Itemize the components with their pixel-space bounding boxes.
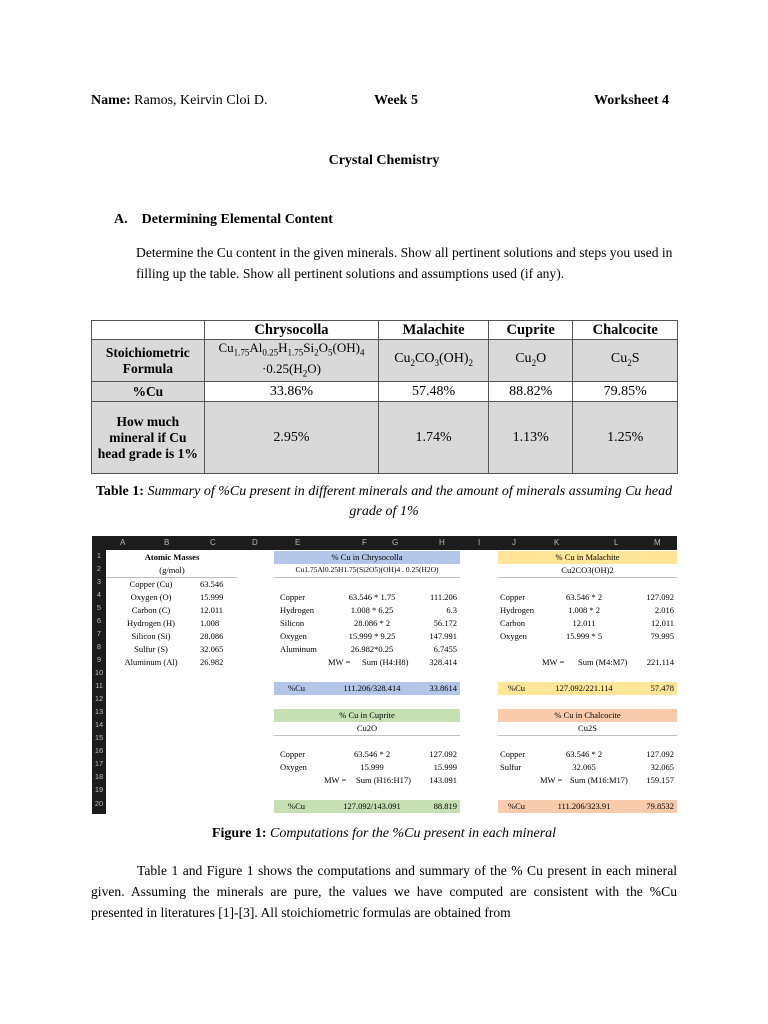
atomic-mass: 32.065 [200, 644, 224, 654]
row-header-percent-cu: %Cu [92, 382, 205, 402]
row-number: 6 [96, 616, 102, 625]
malachite-cu-value: 57.478 [650, 683, 674, 693]
malachite-mw-value: 221.114 [646, 657, 674, 667]
head-grade-chalcocite: 1.25% [573, 402, 678, 474]
malachite-cu-label: %Cu [508, 683, 525, 693]
chrysocolla-title: % Cu in Chrysocolla [331, 552, 403, 562]
atomic-mass: 15.999 [200, 592, 224, 602]
row-number: 15 [94, 733, 104, 742]
chrysocolla-cu-expr: 111.206/328.414 [343, 683, 401, 693]
row-number: 13 [94, 707, 104, 716]
chrysocolla-value: 111.206 [430, 592, 457, 602]
head-grade-cuprite: 1.13% [488, 402, 573, 474]
closing-paragraph-text: Table 1 and Figure 1 shows the computations and summary of the % Cu present in each mineral given. Assuming the minerals are pure, the values we have computed are consistent with the %Cu presented in literatures [1]-[3]. All stoichiometric formulas are obtained from [91, 863, 677, 920]
formula-malachite: $Cu_2CO_3(OH)_2$ [379, 340, 489, 382]
malachite-mw-label: MW = [542, 657, 565, 667]
chalcocite-expr: 63.546 * 2 [565, 749, 603, 759]
atomic-unit: (g/mol) [159, 565, 185, 575]
atomic-mass: 28.086 [200, 631, 224, 641]
malachite-value: 79.995 [650, 631, 674, 641]
atomic-element: Sulfur (S) [134, 644, 168, 654]
page-title: Crystal Chemistry [328, 153, 440, 168]
cuprite-element: Oxygen [280, 762, 307, 772]
spreadsheet-figure [92, 536, 677, 814]
chalcocite-divider [498, 735, 677, 736]
malachite-expr: 15.999 * 5 [565, 631, 603, 641]
chalcocite-value: 127.092 [646, 749, 674, 759]
col-letter-i: I [478, 538, 481, 547]
percent-cu-chrysocolla: 33.86% [204, 382, 379, 402]
closing-paragraph [91, 860, 677, 923]
col-letter-g: G [392, 538, 399, 547]
chrysocolla-expr: 15.999 * 9.25 [348, 631, 396, 641]
atomic-element: Aluminum (Al) [124, 657, 178, 667]
chalcocite-mw-value: 159.157 [646, 775, 674, 785]
row-number: 3 [96, 577, 102, 586]
chrysocolla-element: Copper [280, 592, 306, 602]
row-number: 19 [94, 785, 104, 794]
chrysocolla-expr: 26.982*0.25 [350, 644, 394, 654]
malachite-element: Hydrogen [500, 605, 534, 615]
col-letter-a: A [120, 538, 126, 547]
col-letter-h: H [439, 538, 445, 547]
malachite-expr: 12.011 [572, 618, 596, 628]
table-caption [92, 482, 676, 522]
worksheet-label: Worksheet 4 [594, 93, 670, 108]
chrysocolla-value: 147.991 [429, 631, 457, 641]
malachite-value: 2.016 [654, 605, 674, 615]
col-header-chalcocite: Chalcocite [573, 321, 678, 340]
chrysocolla-element: Silicon [280, 618, 305, 628]
student-name [91, 93, 268, 109]
cuprite-mw-label: MW = [324, 775, 347, 785]
col-letter-d: D [252, 538, 258, 547]
cuprite-value: 127.092 [429, 749, 457, 759]
name-value: Ramos, Keirvin Cloi D. [134, 93, 268, 108]
chrysocolla-divider [274, 577, 460, 578]
chalcocite-cu-value: 79.8532 [646, 801, 674, 811]
atomic-title: Atomic Masses [144, 552, 200, 562]
cuprite-title: % Cu in Cuprite [339, 710, 395, 720]
chalcocite-mw-label: MW = [540, 775, 563, 785]
row-number: 18 [94, 772, 104, 781]
malachite-expr: 63.546 * 2 [565, 592, 603, 602]
chrysocolla-cu-label: %Cu [288, 683, 305, 693]
row-number: 5 [96, 603, 102, 612]
chalcocite-title: % Cu in Chalcocite [554, 710, 621, 720]
row-number: 14 [94, 720, 104, 729]
atomic-element: Silicon (Si) [131, 631, 171, 641]
summary-table [91, 320, 678, 474]
cuprite-expr: 15.999 [360, 762, 384, 772]
atomic-element: Carbon (C) [131, 605, 171, 615]
malachite-divider [498, 577, 677, 578]
percent-cu-chalcocite: 79.85% [573, 382, 678, 402]
percent-cu-cuprite: 88.82% [488, 382, 573, 402]
chalcocite-formula: Cu2S [578, 723, 597, 733]
head-grade-chrysocolla: 2.95% [204, 402, 379, 474]
formula-chrysocolla: $Cu_{1.75}Al_{0.25}H_{1.75}Si_2O_5(OH)_4$ $\cdot 0.25(H_2O)$ [204, 340, 379, 382]
malachite-formula: Cu2CO3(OH)2 [561, 565, 614, 575]
row-number: 10 [94, 668, 104, 677]
row-number: 20 [94, 799, 104, 808]
chrysocolla-cu-value: 33.8614 [429, 683, 457, 693]
chalcocite-expr: 32.065 [572, 762, 596, 772]
col-letter-m: M [654, 538, 661, 547]
cuprite-mw-expr: Sum (H16:H17) [356, 775, 412, 785]
malachite-element: Oxygen [500, 631, 527, 641]
instructions-paragraph: Determine the Cu content in the given minerals. Show all pertinent solutions and steps you used in filling up the table. Show all pertinent solutions and assumptions used (if any). [136, 245, 673, 281]
chalcocite-element: Sulfur [500, 762, 522, 772]
cuprite-element: Copper [280, 749, 306, 759]
cuprite-cu-value: 88.819 [433, 801, 457, 811]
col-header-chrysocolla: Chrysocolla [204, 321, 379, 340]
col-header-cuprite: Cuprite [488, 321, 573, 340]
row-header-head-grade: How much mineral if Cu head grade is 1% [92, 402, 205, 474]
chrysocolla-expr: 1.008 * 6.25 [350, 605, 394, 615]
row-number: 11 [95, 681, 103, 690]
column-header-bar [92, 536, 677, 550]
section-heading: A. Determining Elemental Content [114, 212, 333, 227]
col-letter-f: F [362, 538, 367, 547]
chrysocolla-formula: Cu1.75Al0.25H1.75(Si2O5)(OH)4 . 0.25(H2O) [295, 565, 439, 574]
chrysocolla-element: Oxygen [280, 631, 307, 641]
cuprite-formula: Cu2O [356, 723, 378, 733]
chrysocolla-element: Hydrogen [280, 605, 314, 615]
malachite-element: Carbon [500, 618, 526, 628]
malachite-title: % Cu in Malachite [555, 552, 620, 562]
chrysocolla-value: 6.3 [446, 605, 457, 615]
atomic-mass: 12.011 [200, 605, 224, 615]
head-grade-malachite: 1.74% [379, 402, 489, 474]
cuprite-expr: 63.546 * 2 [353, 749, 391, 759]
row-number: 4 [96, 590, 102, 599]
cuprite-value: 15.999 [433, 762, 457, 772]
chrysocolla-value: 56.172 [433, 618, 457, 628]
formula-chalcocite: $Cu_2S$ [573, 340, 678, 382]
row-number: 12 [94, 694, 104, 703]
row-number: 2 [96, 564, 102, 573]
row-number: 8 [96, 642, 102, 651]
col-letter-l: L [614, 538, 619, 547]
row-number: 1 [96, 551, 102, 560]
row-number: 7 [96, 629, 102, 638]
chrysocolla-element: Aluminum [280, 644, 317, 654]
malachite-expr: 1.008 * 2 [568, 605, 600, 615]
chrysocolla-value: 6.7455 [433, 644, 457, 654]
chalcocite-mw-expr: Sum (M16:M17) [570, 775, 628, 785]
col-letter-b: B [164, 538, 170, 547]
chalcocite-element: Copper [500, 749, 526, 759]
row-number: 9 [96, 655, 102, 664]
week-label: Week 5 [374, 93, 418, 108]
row-header-formula: Stoichiometric Formula [92, 340, 205, 382]
col-header-malachite: Malachite [379, 321, 489, 340]
atomic-mass: 26.982 [200, 657, 224, 667]
chrysocolla-mw-expr: Sum (H4:H8) [362, 657, 409, 667]
chrysocolla-mw-value: 328.414 [429, 657, 457, 667]
cuprite-mw-value: 143.091 [429, 775, 457, 785]
name-label: Name: [91, 93, 131, 108]
table-caption-label: Table 1: [95, 484, 144, 499]
malachite-value: 12.011 [650, 618, 674, 628]
atomic-element: Oxygen (O) [130, 592, 172, 602]
malachite-cu-expr: 127.092/221.114 [555, 683, 613, 693]
table-caption-text: Summary of %Cu present in different minerals and the amount of minerals assuming Cu head grade of 1% [147, 484, 673, 519]
atomic-element: Copper (Cu) [129, 579, 173, 589]
figure-caption-label: Figure 1: [211, 826, 267, 841]
col-letter-j: J [512, 538, 516, 547]
cuprite-cu-expr: 127.092/143.091 [343, 801, 401, 811]
chrysocolla-expr: 63.546 * 1.75 [348, 592, 396, 602]
figure-caption [0, 826, 768, 842]
atomic-mass: 1.008 [200, 618, 220, 628]
atomic-element: Hydrogen (H) [127, 618, 175, 628]
chalcocite-value: 32.065 [650, 762, 674, 772]
figure-caption-text: Computations for the %Cu present in each mineral [270, 826, 557, 841]
percent-cu-malachite: 57.48% [379, 382, 489, 402]
malachite-mw-expr: Sum (M4:M7) [578, 657, 628, 667]
row-number: 16 [94, 746, 104, 755]
col-letter-c: C [210, 538, 216, 547]
cuprite-cu-label: %Cu [288, 801, 305, 811]
row-number: 17 [94, 759, 104, 768]
chrysocolla-mw-label: MW = [328, 657, 351, 667]
chrysocolla-expr: 28.086 * 2 [353, 618, 391, 628]
cuprite-divider [274, 735, 460, 736]
atomic-mass: 63.546 [200, 579, 224, 589]
malachite-value: 127.092 [646, 592, 674, 602]
col-letter-e: E [295, 538, 301, 547]
chalcocite-cu-expr: 111.206/323.91 [557, 801, 611, 811]
col-letter-k: K [554, 538, 560, 547]
malachite-element: Copper [500, 592, 526, 602]
table-corner [92, 321, 205, 340]
chalcocite-cu-label: %Cu [508, 801, 525, 811]
row-number-bar [92, 550, 106, 814]
formula-cuprite: $Cu_2O$ [488, 340, 573, 382]
